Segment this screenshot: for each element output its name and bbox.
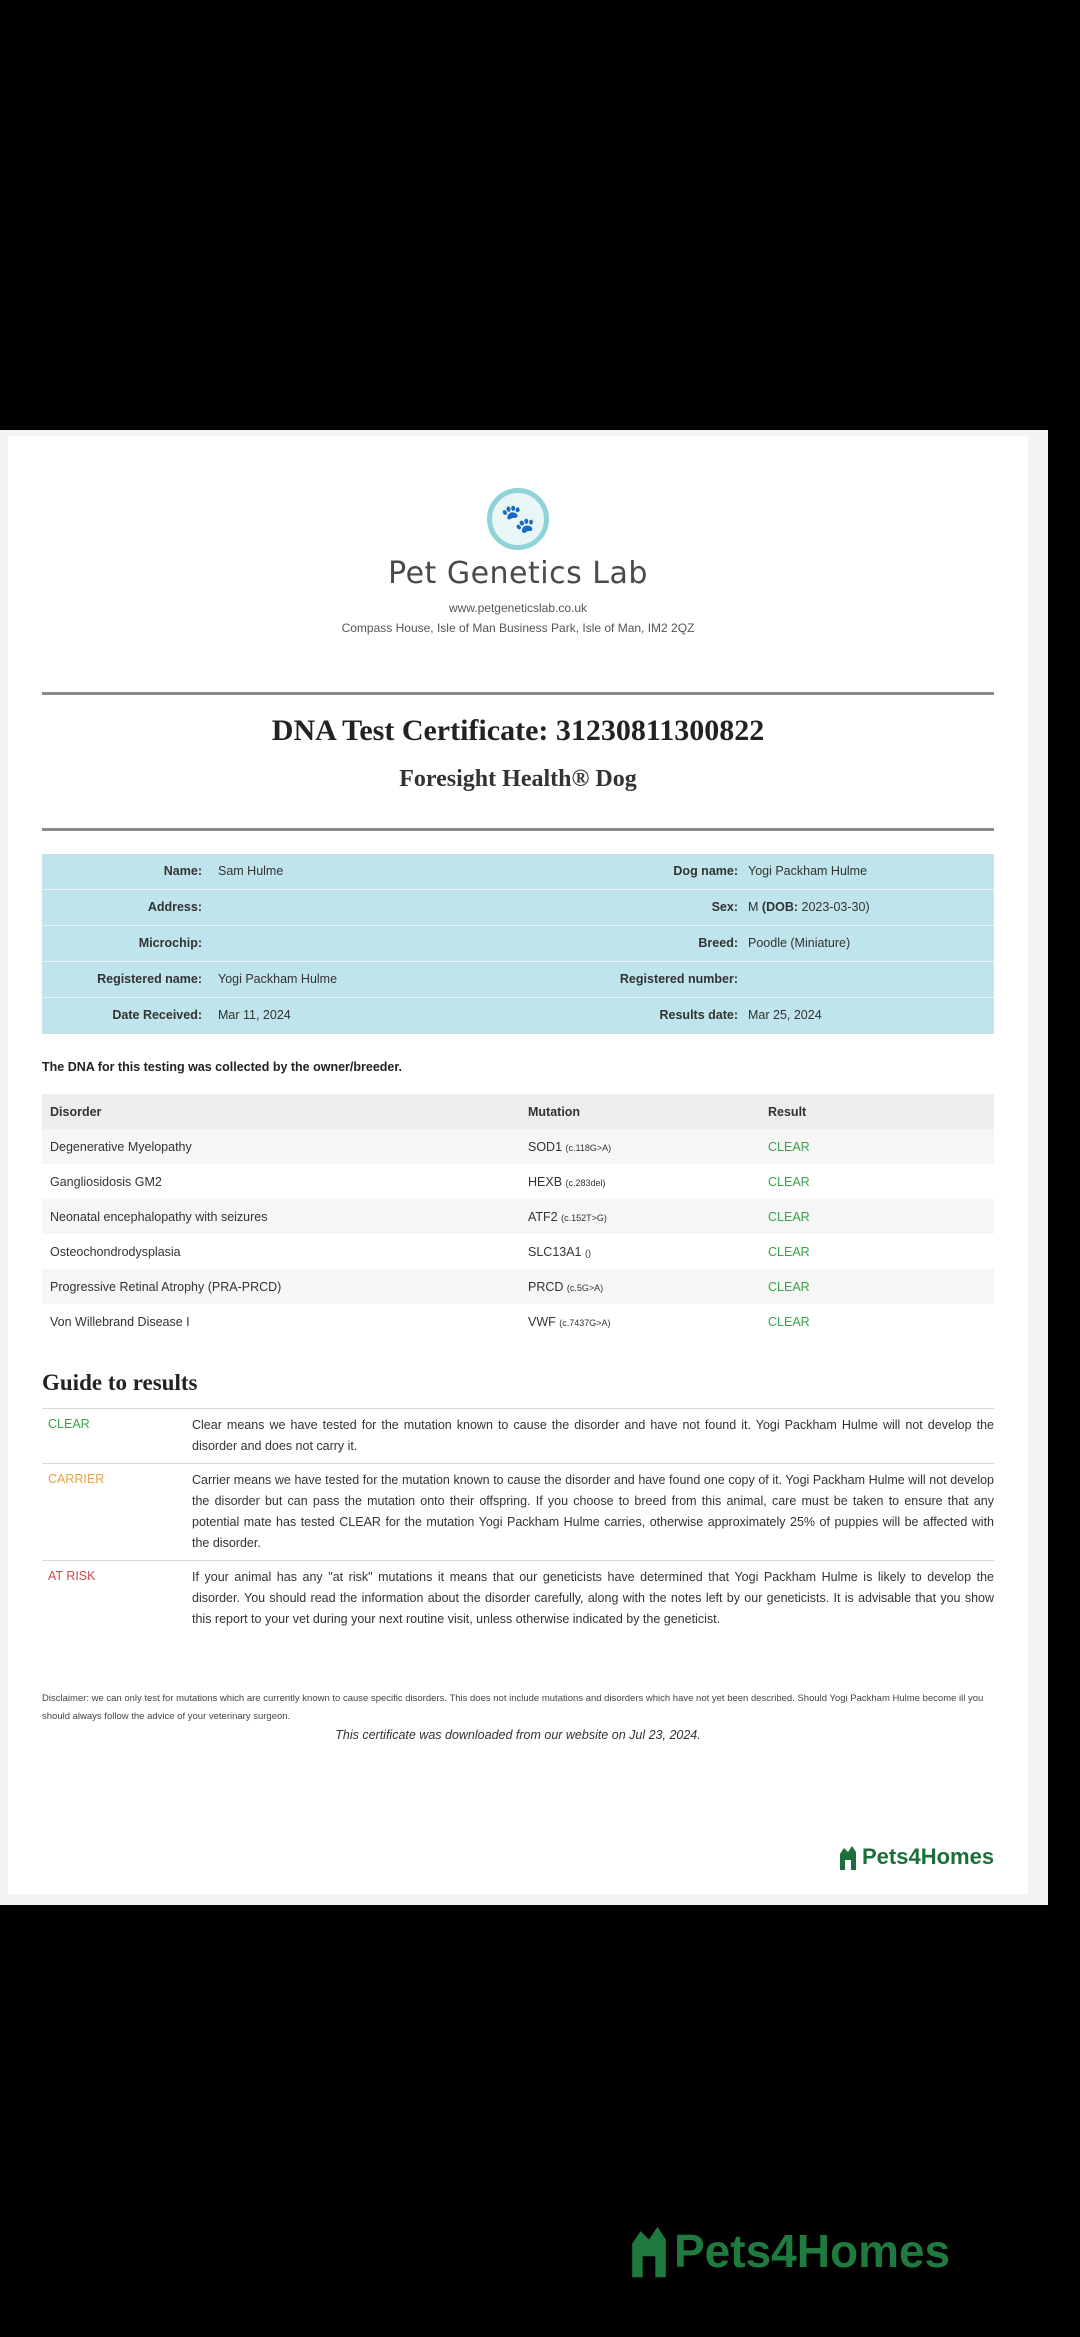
clear-description: Clear means we have tested for the mutation known to cause the disorder and have not found it. Yogi Packham Hulme will not develop the disorder and does not carry it. xyxy=(192,1418,994,1453)
registered-name-label: Registered name: xyxy=(97,972,202,986)
result-cell: CLEAR xyxy=(768,1315,810,1329)
table-row xyxy=(42,1304,994,1339)
dog-name-label: Dog name: xyxy=(673,864,738,878)
address-label: Address: xyxy=(147,900,202,914)
atrisk-term: AT RISK xyxy=(48,1569,96,1583)
lab-address: Compass House, Isle of Man Business Park, Isle of Man, IM2 2QZ xyxy=(341,621,695,635)
disorder-cell: Gangliosidosis GM2 xyxy=(50,1175,162,1189)
result-cell: CLEAR xyxy=(768,1280,810,1294)
mutation-cell xyxy=(528,1280,603,1294)
breed-value: Poodle (Miniature) xyxy=(748,936,851,950)
table-row xyxy=(42,1199,994,1234)
mutation-cell xyxy=(528,1140,611,1154)
microchip-label: Microchip: xyxy=(138,936,202,950)
pets4homes-watermark xyxy=(628,2222,950,2278)
name-value: Sam Hulme xyxy=(218,864,284,878)
date-received-label: Date Received: xyxy=(112,1008,202,1022)
results-table xyxy=(42,1094,994,1339)
guide-row-atrisk xyxy=(42,1560,994,1636)
disorder-cell: Degenerative Myelopathy xyxy=(50,1140,192,1154)
certificate-subtitle: Foresight Health® Dog xyxy=(399,766,637,792)
mutation-cell xyxy=(528,1210,607,1224)
result-cell: CLEAR xyxy=(768,1140,810,1154)
mutation-cell xyxy=(528,1175,606,1189)
result-cell: CLEAR xyxy=(768,1245,810,1259)
header-mutation: Mutation xyxy=(528,1105,581,1119)
info-row xyxy=(42,926,994,962)
variant: (c.283del) xyxy=(565,1178,606,1188)
sex-label: Sex: xyxy=(711,900,738,914)
gene: PRCD xyxy=(528,1280,564,1294)
mutation-cell xyxy=(528,1315,611,1329)
disorder-cell: Progressive Retinal Atrophy (PRA-PRCD) xyxy=(50,1280,282,1294)
certificate-image xyxy=(0,430,1048,1905)
info-row xyxy=(42,890,994,926)
variant: (c.5G>A) xyxy=(566,1283,604,1293)
variant: (c.152T>G) xyxy=(561,1213,607,1223)
collection-note: The DNA for this testing was collected by the owner/breeder. xyxy=(42,1060,403,1074)
dog-name-value: Yogi Packham Hulme xyxy=(748,864,868,878)
guide-title: Guide to results xyxy=(42,1370,198,1395)
header-result: Result xyxy=(768,1105,807,1119)
gene: SOD1 xyxy=(528,1140,563,1154)
pets4homes-logo-icon xyxy=(628,2222,670,2278)
guide-table xyxy=(42,1408,994,1636)
lab-name: Pet Genetics Lab xyxy=(388,556,648,591)
dob-value: 2023-03-30) xyxy=(801,900,870,914)
table-row xyxy=(42,1234,994,1269)
gene: SLC13A1 xyxy=(528,1245,582,1259)
lab-website: www.petgeneticslab.co.uk xyxy=(448,601,588,615)
variant: (c.7437G>A) xyxy=(559,1318,611,1328)
divider xyxy=(42,692,994,695)
registered-name-value: Yogi Packham Hulme xyxy=(218,972,338,986)
header-disorder: Disorder xyxy=(50,1105,102,1119)
info-row xyxy=(42,998,994,1033)
owner-dog-info-panel xyxy=(42,854,994,1034)
lab-header xyxy=(8,488,1028,635)
clear-term: CLEAR xyxy=(48,1417,90,1431)
dob-label: (DOB: xyxy=(761,900,799,914)
divider xyxy=(42,828,994,831)
results-date-value: Mar 25, 2024 xyxy=(748,1008,822,1022)
info-row xyxy=(42,962,994,998)
pets4homes-logo-icon xyxy=(838,1844,858,1870)
registered-number-label: Registered number: xyxy=(619,972,738,986)
variant: (c.118G>A) xyxy=(565,1143,612,1153)
mutation-cell xyxy=(528,1245,591,1259)
disclaimer: Disclaimer: we can only test for mutations which are currently known to cause specific disorders. This does not include mutations and disorders which have not yet been described. Should Yogi Packham Hulme become ill you should always follow the advice of your veterinary surgeon. xyxy=(42,1693,984,1722)
certificate-title: DNA Test Certificate: 31230811300822 xyxy=(271,714,765,747)
carrier-description: Carrier means we have tested for the mutation known to cause the disorder and have found one copy of it. Yogi Packham Hulme will not develop the disorder but can pass the mutation onto their offspring. If you choose to breed from this animal, care must be taken to ensure that any potential mate has tested CLEAR for the mutation Yogi Packham Hulme carries, otherwise approximately 25% of puppies will be affected with the disorder. xyxy=(192,1473,994,1550)
guide-row-carrier xyxy=(42,1463,994,1560)
paw-icon: 🐾 xyxy=(487,488,549,550)
table-header xyxy=(42,1094,994,1129)
guide-row-clear xyxy=(42,1408,994,1463)
certificate-page xyxy=(8,436,1028,1894)
result-cell: CLEAR xyxy=(768,1210,810,1224)
variant: () xyxy=(585,1248,591,1258)
atrisk-description: If your animal has any "at risk" mutations it means that our geneticists have determined that Yogi Packham Hulme is likely to develop the disorder. You should read the information about the disorder carefully, along with the notes left by our geneticists. It is advisable that you show this report to your vet during your next routine visit, unless otherwise indicated by the geneticist. xyxy=(192,1570,994,1626)
results-date-label: Results date: xyxy=(659,1008,738,1022)
gene: VWF xyxy=(528,1315,556,1329)
table-row xyxy=(42,1129,994,1164)
pets4homes-brand: Pets4Homes xyxy=(674,2225,951,2277)
disorder-cell: Osteochondrodysplasia xyxy=(50,1245,181,1259)
disorder-cell: Neonatal encephalopathy with seizures xyxy=(50,1210,268,1224)
name-label: Name: xyxy=(163,864,202,878)
download-note: This certificate was downloaded from our website on Jul 23, 2024. xyxy=(335,1728,701,1742)
info-row xyxy=(42,854,994,890)
gene: HEXB xyxy=(528,1175,563,1189)
pets4homes-watermark-small xyxy=(838,1844,994,1870)
breed-label: Breed: xyxy=(698,936,738,950)
disorder-cell: Von Willebrand Disease I xyxy=(50,1315,190,1329)
sex-value: M xyxy=(748,900,759,914)
sex-dob-value xyxy=(748,900,870,914)
table-row xyxy=(42,1164,994,1199)
result-cell: CLEAR xyxy=(768,1175,810,1189)
carrier-term: CARRIER xyxy=(48,1472,105,1486)
pets4homes-brand: Pets4Homes xyxy=(862,1844,995,1869)
gene: ATF2 xyxy=(528,1210,558,1224)
date-received-value: Mar 11, 2024 xyxy=(218,1008,291,1022)
table-row xyxy=(42,1269,994,1304)
